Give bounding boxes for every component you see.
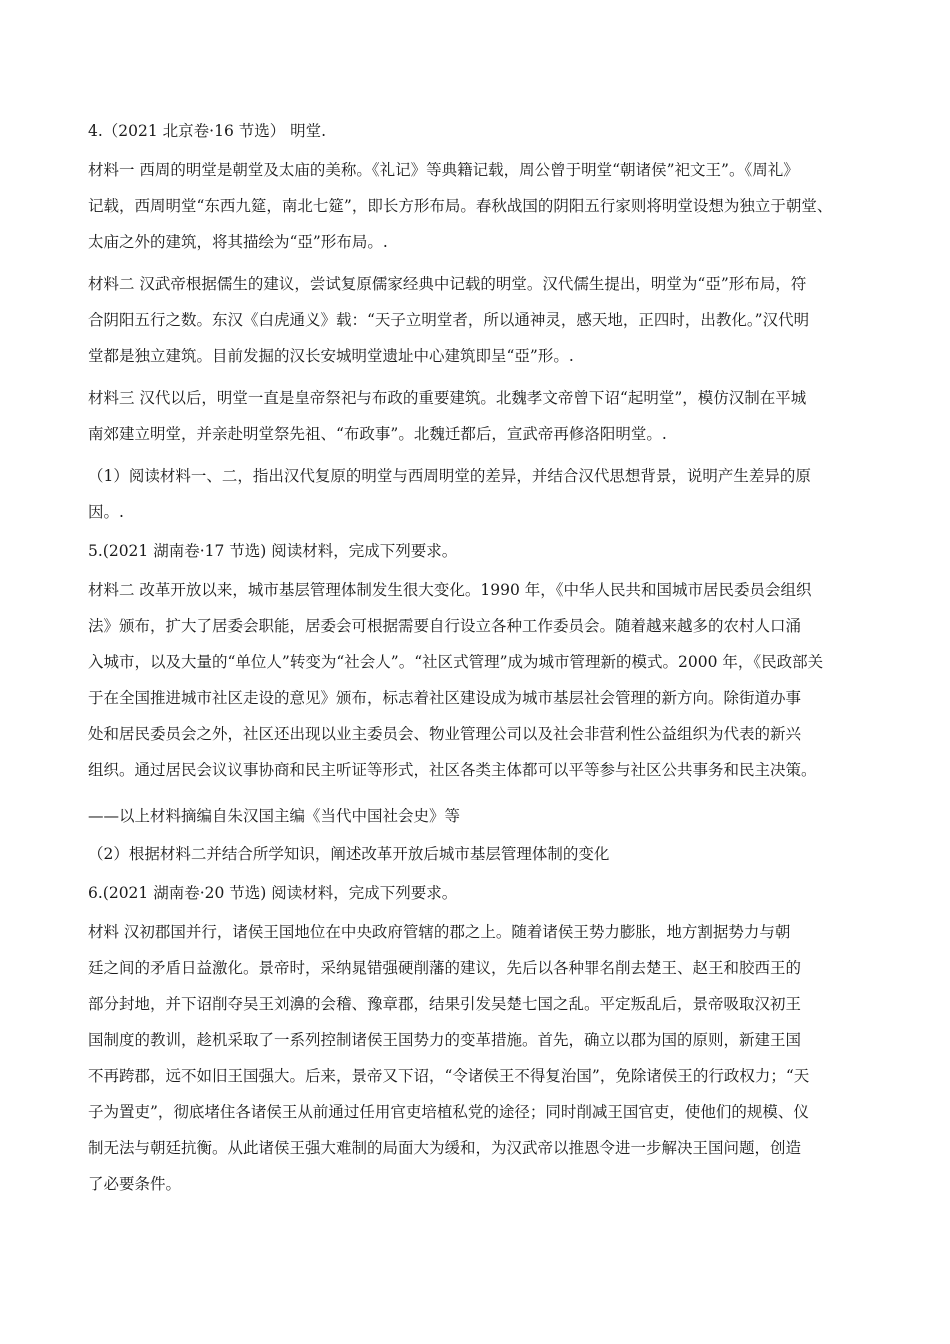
q4-m1-line: 太庙之外的建筑，将其描绘为“亞”形布局。. xyxy=(88,233,388,251)
q4-m3-line: 材料三 汉代以后，明堂一直是皇帝祭祀与布政的重要建筑。北魏孝文帝曾下诏“起明堂”，模仿汉制在平城 xyxy=(88,389,807,407)
q6-material-line: 廷之间的矛盾日益激化。景帝时，采纳晁错强硬削藩的建议，先后以各种罪名削去楚王、赵王和胶西王的 xyxy=(88,959,802,977)
q4-question-line: （1）阅读材料一、二，指出汉代复原的明堂与西周明堂的差异，并结合汉代思想背景，说明产生差异的原 xyxy=(88,467,811,485)
q6-material-line: 部分封地，并下诏削夺吴王刘濞的会稽、豫章郡，结果引发吴楚七国之乱。平定叛乱后，景帝吸取汉初王 xyxy=(88,995,802,1013)
q4-m1-line: 记载，西周明堂“东西九筵，南北七筵”，即长方形布局。春秋战国的阴阳五行家则将明堂设想为独立于朝堂、 xyxy=(88,197,833,215)
q5-m2-line: 处和居民委员会之外，社区还出现以业主委员会、物业管理公司以及社会非营利性公益组织为代表的新兴 xyxy=(88,725,802,743)
q5-source: ——以上材料摘编自朱汉国主编《当代中国社会史》等 xyxy=(88,807,461,825)
q6-material-line: 不再跨郡，远不如旧王国强大。后来，景帝又下诏，“令诸侯王不得复治国”，免除诸侯王的行政权力；“天 xyxy=(88,1067,810,1085)
q4-heading: 4.（2021 北京卷·16 节选） 明堂. xyxy=(88,122,327,140)
q6-heading: 6.(2021 湖南卷·20 节选) 阅读材料，完成下列要求。 xyxy=(88,884,458,902)
q4-m3-line: 南郊建立明堂，并亲赴明堂祭先祖、“布政事”。北魏迁都后，宣武帝再修洛阳明堂。. xyxy=(88,425,667,443)
q5-m2-line: 法》颁布，扩大了居委会职能，居委会可根据需要自行设立各种工作委员会。随着越来越多的农村人口涌 xyxy=(88,617,802,635)
q6-material-line: 材料 汉初郡国并行，诸侯王国地位在中央政府管辖的郡之上。随着诸侯王势力膨胀，地方割据势力与朝 xyxy=(88,923,791,941)
q5-m2-line: 入城市，以及大量的“单位人”转变为“社会人”。“社区式管理”成为城市管理新的模式。2000 年，《民政部关 xyxy=(88,653,824,671)
q6-material-line: 国制度的教训，趁机采取了一系列控制诸侯王国势力的变革措施。首先，确立以郡为国的原则，新建王国 xyxy=(88,1031,802,1049)
q6-material-line: 子为置吏”，彻底堵住各诸侯王从前通过任用官吏培植私党的途径；同时削减王国官吏，使他们的规模、仪 xyxy=(88,1103,809,1121)
q4-m1-line: 材料一 西周的明堂是朝堂及太庙的美称。《礼记》等典籍记载，周公曾于明堂“朝诸侯”祀文王”。《周礼》 xyxy=(88,161,799,179)
q4-m2-line: 堂都是独立建筑。目前发掘的汉长安城明堂遗址中心建筑即呈“亞”形。. xyxy=(88,347,574,365)
q6-material-line: 制无法与朝廷抗衡。从此诸侯王强大难制的局面大为缓和，为汉武帝以推恩令进一步解决王国问题，创造 xyxy=(88,1139,802,1157)
q5-m2-line: 材料二 改革开放以来，城市基层管理体制发生很大变化。1990 年，《中华人民共和国城市居民委员会组织 xyxy=(88,581,812,599)
q4-question-line: 因。. xyxy=(88,503,124,521)
q5-question: （2）根据材料二并结合所学知识，阐述改革开放后城市基层管理体制的变化 xyxy=(88,845,610,863)
q5-heading: 5.(2021 湖南卷·17 节选) 阅读材料，完成下列要求。 xyxy=(88,542,458,560)
q6-material-line: 了必要条件。 xyxy=(88,1175,182,1193)
q4-m2-line: 合阴阳五行之数。东汉《白虎通义》载：“天子立明堂者，所以通神灵，感天地，正四时，出教化。”汉代明 xyxy=(88,311,810,329)
q5-m2-line: 组织。通过居民会议议事协商和民主听证等形式，社区各类主体都可以平等参与社区公共事务和民主决策。 xyxy=(88,761,817,779)
q5-m2-line: 于在全国推进城市社区走设的意见》颁布，标志着社区建设成为城市基层社会管理的新方向。除街道办事 xyxy=(88,689,802,707)
q4-m2-line: 材料二 汉武帝根据儒生的建议，尝试复原儒家经典中记载的明堂。汉代儒生提出，明堂为“亞”形布局，符 xyxy=(88,275,807,293)
